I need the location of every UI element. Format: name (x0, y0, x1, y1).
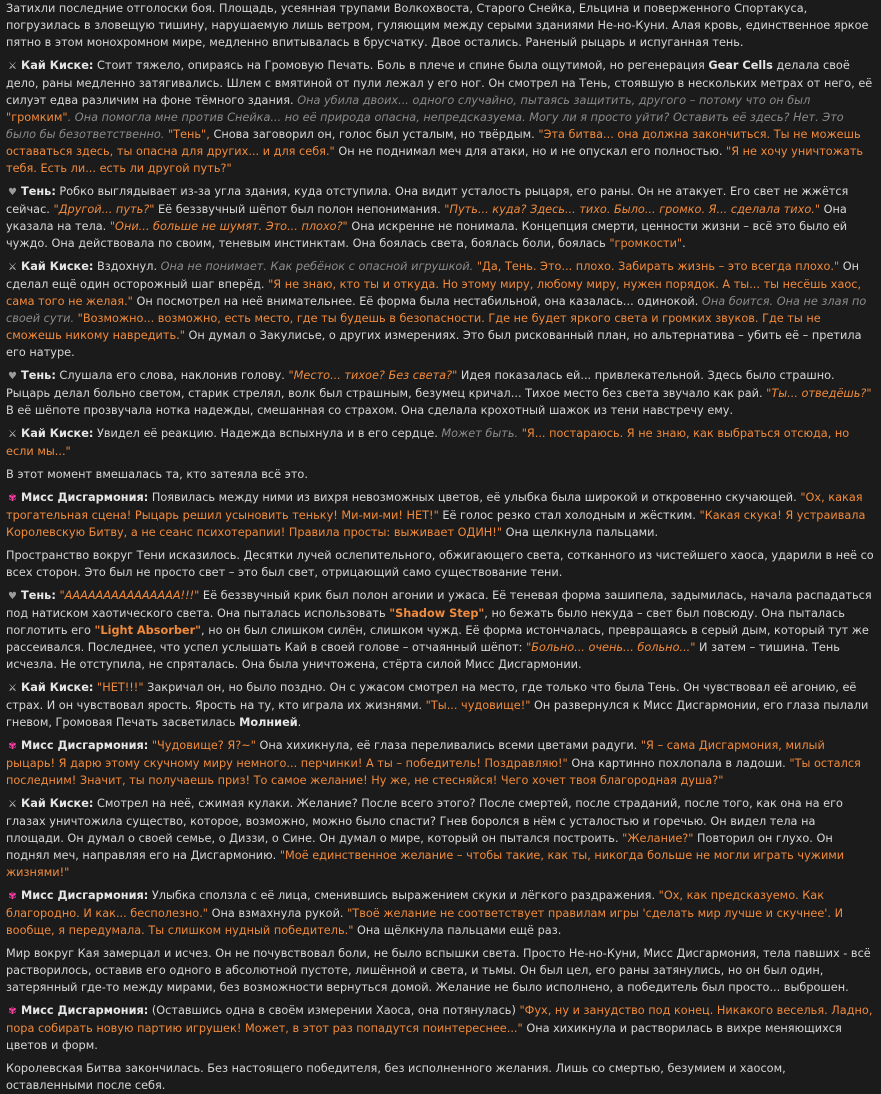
story-paragraph (6, 945, 875, 996)
narration-text: . (297, 716, 302, 729)
pink-bow-icon: ✾ (8, 493, 17, 504)
dialogue-text: "Чудовище? Я?~" (151, 739, 256, 752)
narration-text: делала своё дело, раны медленно затягивались. Шлем с вмятиной от пули лежал у его ног. Он смотрел на Тень, стоявшую в нескольких метрах от него, её силуэт едва различим на фоне тёмного здания. (6, 59, 873, 107)
dialogue-text: "Тень", (167, 128, 210, 141)
dialogue-text: "Да, Тень. Это... плохо. Забирать жизнь – это всегда плохо." (476, 260, 840, 273)
narration-text: Улыбка сползла с её лица, сменившись выражением скуки и лёгкого раздражения. (148, 889, 659, 902)
story-paragraph (6, 587, 875, 673)
dialogue-text: "Я – сама Дисгармония, милый рыцарь! Я дарю этому скучному миру немного... перчинки! А ты – победитель! Поздравляю!" (6, 739, 825, 770)
black-heart-icon: ♥ (8, 187, 17, 198)
speaker-name: Кай Киске: (21, 427, 94, 440)
narration-text: В этот момент вмешалась та, кто затеяла всё это. (6, 468, 308, 481)
narration-text: И затем – тишина. Тень исчезла. Не отступила, не спряталась. Она была уничтожена, стёрта силой Мисс Дисгармонии. (6, 641, 840, 671)
narration-text: Идея показалась ей... привлекательной. Здесь было страшно. Рыцарь делал больно светом, старик стрелял, волк был страшным, безумец кричал... Тихое место без света звучало как рай. (6, 369, 835, 400)
story-paragraph (6, 466, 875, 483)
speaker-name: Кай Киске: (21, 260, 94, 273)
narration-text: Она искренне не понимала. Концепция смерти, ценности жизни – всё это было ей чуждо. Она действовала по своим, теневым инстинктам. Она боялась света, боялась боли, боялась (6, 220, 848, 250)
speaker-name: Мисс Дисгармония: (21, 491, 149, 504)
inner-thought: . Она помогла мне против Снейка... но её природа опасна, непредсказуема. Могу ли я просто уйти? Оставить её здесь? Нет. Это было бы безответственно. (6, 111, 844, 141)
narration-text: Она взмахнула рукой. (208, 907, 348, 920)
story-paragraph (6, 258, 875, 361)
story-paragraph (6, 679, 875, 731)
speaker-name: Кай Киске: (21, 797, 94, 810)
dialogue-text: "громкости" (609, 237, 683, 250)
narration-text: Она щелкнула пальцами. (502, 526, 659, 539)
narration-text: , но бежать было некуда – свет был повсюду. Она пыталась поглотить его (6, 607, 845, 637)
whisper-text: "Другой... путь?" (53, 203, 155, 216)
dialogue-text: "Ты... чудовище!" (425, 699, 531, 712)
narration-text: Её голос резко стал холодным и жёстким. (438, 509, 700, 522)
dialogue-text: "Ты остался последним! Значит, ты получаешь приз! То самое желание! Ну же, не стесняйся! Чего хочет твоя благородная душа?" (6, 757, 861, 787)
narration-text: Он сделал ещё один осторожный шаг вперёд. (6, 260, 860, 291)
narration-text: Её беззвучный крик был полон агонии и ужаса. Её теневая форма зашипела, задымилась, начала распадаться под натиском хаотического света. Она пыталась использовать (6, 589, 872, 620)
inner-thought: Она боится. Она не злая по своей сути. (6, 295, 867, 325)
narration-text: . (682, 237, 686, 250)
inner-thought: Она не понимает. Как ребёнок с опасной игрушкой. (160, 260, 474, 273)
narration-text: Её беззвучный шёпот был полон непонимания. (154, 203, 445, 216)
narration-text: (Оставшись одна в своём измерении Хаоса, она потянулась) (148, 1004, 520, 1017)
dialogue-text: "Я не знаю, кто ты и откуда. Но этому миру, любому миру, нужен порядок. А ты... ты несёшь хаос, сама того не желая." (6, 278, 862, 308)
story-paragraph (6, 1060, 875, 1094)
sword-icon: ⚔ (8, 61, 17, 72)
speaker-name: Мисс Дисгармония: (21, 739, 149, 752)
narration-text: Повторил он глухо. Он поднял меч, направляя его на Дисгармонию. (6, 832, 833, 862)
whisper-text: "Место... тихое? Без света?" (288, 369, 458, 382)
story-paragraph (6, 887, 875, 939)
dialogue-text: "Я не хочу уничтожать тебя. Есть ли... есть ли другой путь?" (6, 145, 864, 175)
narration-text: Стоит тяжело, опираясь на Громовую Печать. Боль в плече и спине была ощутимой, но регенерация (93, 59, 709, 72)
narration-text: Увидел её реакцию. Надежда вспыхнула и в его сердце. (93, 427, 442, 440)
whisper-text: "Путь... куда? Здесь... тихо. Было... громко. Я... сделала тихо." (444, 203, 821, 216)
whisper-text: "Ты... отведёшь?" (766, 387, 872, 400)
dialogue-text: "Моё единственное желание – чтобы такие, как ты, никогда больше не могли играть чужими жизнями!" (6, 849, 845, 879)
narration-text: Затихли последние отголоски боя. Площадь, усеянная трупами Волкохвоста, Старого Снейка, Ельцина и поверженного Спортакуса, погрузилась в зловещую тишину, нарушаемую лишь ветром, гуляющим между серыми зданиями Не-но-Куни. Алая кровь, единственное яркое пятно в этом монохромном мире, медленно впитывалась в брусчатку. Двое остались. Раненый рыцарь и испуганная тень. (6, 2, 869, 49)
sword-icon: ⚔ (8, 429, 17, 440)
narration-text: Она хихикнула, её глаза переливались всеми цветами радуги. (255, 739, 641, 752)
story-paragraph (6, 57, 875, 177)
speaker-name: Кай Киске: (21, 59, 94, 72)
narration-text: Королевская Битва закончилась. Без настоящего победителя, без исполненного желания. Лишь со смертью, безумием и хаосом, оставленными после себя. (6, 1062, 786, 1092)
dialogue-text: "Я... постараюсь. Я не знаю, как выбраться отсюда, но если мы..." (6, 427, 850, 458)
dialogue-text: "Эта битва... она должна закончиться. Ты не можешь оставаться здесь, ты опасна для других... и для себя." (6, 128, 861, 158)
narration-text: Смотрел на неё, сжимая кулаки. Желание? После всего этого? После смертей, после страданий, после того, как она на его глазах уничтожила существо, которое, возможно, можно было спасти? Гнев боролся в нём с усталостью и горечью. Он видел тела на площади. Он думал о своей семье, о Диззи, о Сине. Он думал о мире, который он пытался построить. (6, 797, 843, 845)
speaker-name: Мисс Дисгармония: (21, 889, 149, 902)
black-heart-icon: ♥ (8, 371, 17, 382)
sword-icon: ⚔ (8, 683, 17, 694)
sword-icon: ⚔ (8, 799, 17, 810)
whisper-text: "Они... больше не шумят. Это... плохо?" (109, 220, 348, 233)
story-paragraph (6, 489, 875, 541)
pink-bow-icon: ✾ (8, 741, 17, 752)
ability-name: "Light Absorber" (94, 624, 202, 637)
speaker-name: Тень: (21, 185, 56, 198)
inner-thought: Она убила двоих... одного случайно, пытаясь защитить, другого – потому что он был (297, 94, 811, 107)
story-paragraph (6, 183, 875, 252)
speaker-name: Мисс Дисгармония: (21, 1004, 149, 1017)
dialogue-text: "Желание?" (622, 832, 694, 845)
narration-text: , но он был слишком силён, слишком чужд. Её форма истончалась, превращаясь в серый дым, который тут же рассеивался. Последнее, что успел услышать Кай в своей голове – отчаянный шёпот: (6, 624, 869, 654)
narration-text: Он развернулся к Мисс Дисгармонии, его глаза пылали гневом, Громовая Печать засветилась (6, 699, 869, 729)
narration-text: В её шёпоте прозвучала нотка надежды, смешанная со страхом. Она сделала крохотный шажок из тени навстречу ему. (6, 404, 734, 417)
dialogue-text: "Фух, ну и занудство под конец. Никакого веселья. Ладно, пора собирать новую партию игрушек! Может, в этот раз попадутся поинтереснее..." (6, 1004, 873, 1035)
pink-bow-icon: ✾ (8, 891, 17, 902)
narration-text: Она щёлкнула пальцами ещё раз. (353, 924, 562, 937)
speaker-name: Кай Киске: (21, 681, 94, 694)
narration-text: Робко выглядывает из-за угла здания, куда отступила. Она видит усталость рыцаря, его раны. Он не атакует. Его свет не жжётся сейчас. (6, 185, 849, 216)
story-paragraph (6, 737, 875, 789)
narration-text: Слушала его слова, наклонив голову. (55, 369, 289, 382)
dialogue-text: "НЕТ!!!" (97, 681, 144, 694)
narration-text: Вздохнул. (93, 260, 161, 273)
narration-text: Снова заговорил он, голос был усталым, но твёрдым. (209, 128, 539, 141)
dialogue-text: "громким" (6, 111, 68, 124)
story-paragraph (6, 367, 875, 419)
bold-term: Gear Cells (708, 59, 773, 72)
bold-term: Молнией (239, 716, 298, 729)
inner-thought: Может быть. (441, 427, 519, 440)
narration-text: Мир вокруг Кая замерцал и исчез. Он не почувствовал боли, не было вспышки света. Просто Не-но-Куни, Мисс Дисгармония, тела павших - всё растворилось, оставив его одного в абсолютной пустоте, лишённой и света, и тьмы. Он был цел, его раны затянулись, но он был один, затерянный где-то между мирами, без возможности вернуться домой. Желание не было исполнено, а победитель был просто... выброшен. (6, 947, 871, 994)
narration-text: Он не поднимал меч для атаки, но и не опускал его полностью. (334, 145, 727, 158)
narration-text: Он посмотрел на неё внимательнее. Её форма была нестабильной, она казалась... одинокой. (132, 295, 702, 308)
dialogue-text: "Какая скука! Я устраивала Королевскую Битву, а не сеанс психотерапии! Правила просты: выживает ОДИН!" (6, 509, 866, 539)
narration-text: Появилась между ними из вихря невозможных цветов, её улыбка была широкой и откровенно скучающей. (148, 491, 801, 504)
dialogue-text: "Ох, как предсказуемо. Как благородно. И как... бесполезно." (6, 889, 825, 920)
narration-text: Он думал о Закулисье, о других измерениях. Это был рискованный план, но альтернатива – убить её – претила его натуре. (6, 329, 862, 359)
dialogue-text: "Твоё желание не соответствует правилам игры 'сделать мир лучше и скучнее'. И вообще, я передумала. Ты слишком нудный победитель." (6, 907, 844, 937)
story-paragraph (6, 0, 875, 51)
speaker-name: Тень: (21, 369, 56, 382)
dialogue-text: "Возможно... возможно, есть место, где ты будешь в безопасности. Где не будет яркого света и громких звуков. Где ты не сможешь никому навредить." (6, 312, 821, 342)
black-heart-icon: ♥ (8, 591, 17, 602)
narration-text: Она хихикнула и растворилась в вихре меняющихся цветов и форм. (6, 1022, 842, 1052)
dialogue-text: "Ох, какая трогательная сцена! Рыцарь решил усыновить теньку! Ми-ми-ми! НЕТ!" (6, 491, 863, 522)
whisper-text: "Больно... очень... больно..." (526, 641, 696, 654)
story-paragraph (6, 547, 875, 581)
narration-text: Закричал он, но было поздно. Он с ужасом смотрел на место, где только что была Тень. Он чувствовал её агонию, её страх. И он чувствовал ярость. Ярость на ту, кто играла их жизнями. (6, 681, 857, 712)
ability-name: "Shadow Step" (389, 607, 485, 620)
narration-text: Пространство вокруг Тени исказилось. Десятки лучей ослепительного, обжигающего света, сотканного из чистейшего хаоса, ударили в неё со всех сторон. Это был не просто свет – это был свет, отрицающий само существование тени. (6, 549, 874, 579)
narration-text: Она указала на тела. (6, 203, 847, 233)
pink-bow-icon: ✾ (8, 1006, 17, 1017)
story-paragraph (6, 1002, 875, 1054)
speaker-name: Тень: (21, 589, 56, 602)
narration-text: Она картинно похлопала в ладоши. (567, 757, 790, 770)
whisper-text: "ААААААААААААААА!!!" (59, 589, 200, 602)
story-paragraph (6, 795, 875, 881)
story-paragraph (6, 425, 875, 460)
sword-icon: ⚔ (8, 262, 17, 273)
